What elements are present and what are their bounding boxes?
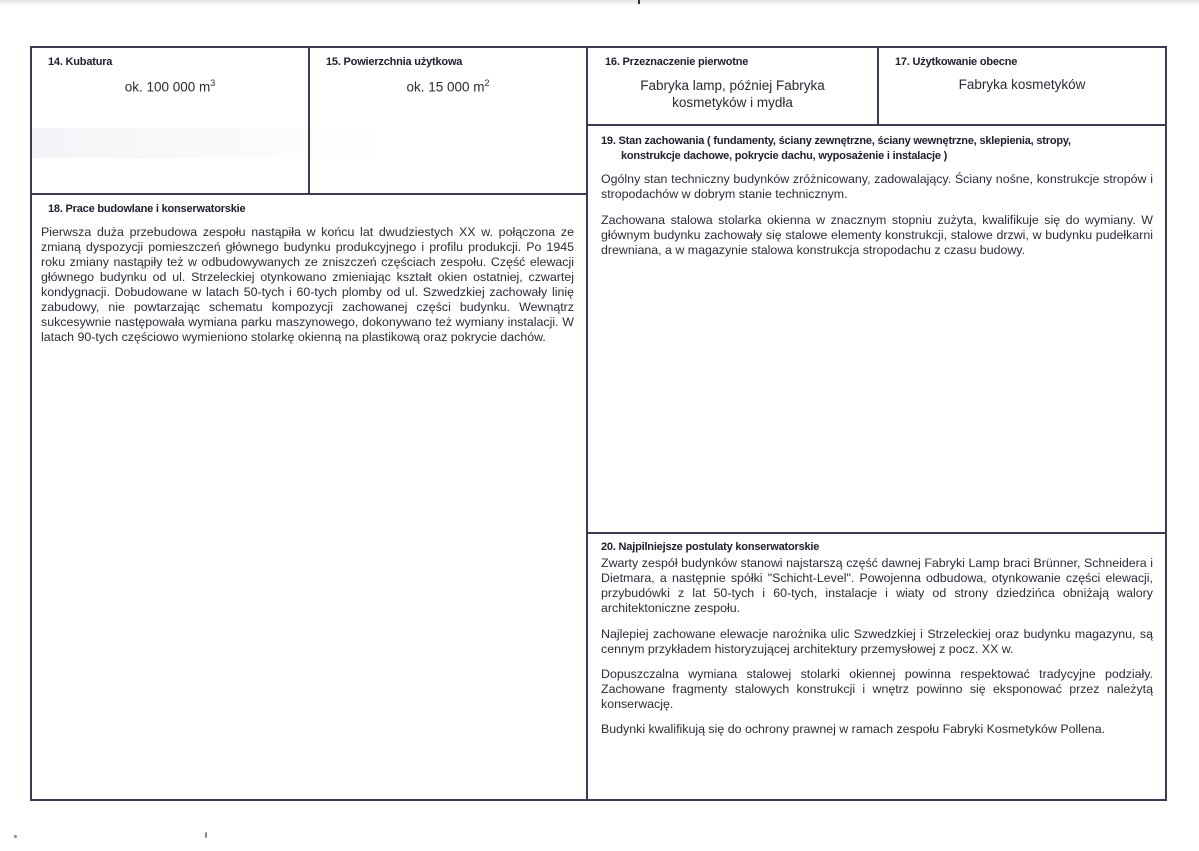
field-20-paragraph-4: Budynki kwalifikują się do ochrony prawnej w ramach zespołu Fabryki Kosmetyków Pollena.	[601, 722, 1106, 736]
grid-middle-line	[586, 46, 588, 801]
field-17-title: 17. Użytkowanie obecne	[895, 56, 1018, 68]
grid-bottom-line	[30, 799, 1167, 801]
field-15-title: 15. Powierzchnia użytkowa	[326, 56, 463, 68]
field-18-title: 18. Prace budowlane i konserwatorskie	[48, 203, 246, 215]
field-14-title: 14. Kubatura	[48, 56, 113, 68]
field-15-value	[310, 78, 586, 95]
field-14-value-exponent: 3	[210, 78, 216, 88]
field-20-paragraph-1: Zwarty zespół budynków stanowi najstarszą część dawnej Fabryki Lamp braci Brünner, Schneidera i Dietmara, a następnie spółki "Schicht-Level". Powojenna odbudowa, otynkowanie części elewacji, przybudówki z lat 50-tych i 60-tych, instalacje i wiaty od strony dziedzińca obniżają walory architektoniczne zespołu.	[601, 556, 1153, 615]
field-16-title: 16. Przeznaczenie pierwotne	[605, 56, 749, 68]
field-14-value-text: ok. 100 000 m	[124, 79, 211, 95]
field-19-paragraph-2: Zachowana stalowa stolarka okienna w znacznym stopniu zużyta, kwalifikuje się do wymiany. W głównym budynku zachowały się stalowe elementy konstrukcji, stalowe drzwi, w budynku pudełkarni drewniana, a w magazynie stalowa konstrukcja stropodachu z czasu budowy.	[601, 213, 1153, 257]
grid-top-line	[30, 46, 1167, 48]
scan-edge	[0, 0, 1199, 6]
grid-right-line	[1165, 46, 1167, 801]
field-18-text: Pierwsza duża przebudowa zespołu nastąpiła w końcu lat dwudziestych XX w. połączona ze zmianą dyspozycji pomieszczeń głównego budynku produkcyjnego i profilu produkcji. Po 1945 roku zmiany nastąpiły też w odbudowywanych ze zniszczeń częściach zespołu. Część elewacji głównego budynku od ul. Strzeleckiej otynkowano zmieniając kształt okien ostatniej, czwartej kondygnacji. Dobudowane w latach 50-tych i 60-tych plomby od ul. Szwedzkiej zachowały linię zabudowy, nie powtarzając schematu kompozycji zachowanej części budynku. Wewnątrz sukcesywnie następowała wymiana parku maszynowego, dokonywano też wymiany instalacji. W latach 90-tych częściowo wymieniono stolarkę okienną na plastikową oraz pokrycie dachów.	[41, 225, 574, 344]
grid-line-f20-top	[587, 532, 1167, 534]
scan-speck	[205, 832, 207, 838]
field-19-title-line1: 19. Stan zachowania ( fundamenty, ściany zewnętrzne, ściany wewnętrzne, sklepienia, stropy,	[601, 135, 1071, 147]
field-19-title-line2: konstrukcje dachowe, pokrycie dachu, wyposażenie i instalacje )	[621, 150, 948, 162]
scan-smudge	[30, 128, 390, 158]
field-20-paragraph-2: Najlepiej zachowane elewacje narożnika ulic Szwedzkiej i Strzeleckiej oraz budynku magazynu, są cennym przykładem historyzującej architektury przemysłowej z pocz. XX w.	[601, 627, 1153, 656]
scan-speck	[14, 835, 17, 838]
field-19-paragraph-1: Ogólny stan techniczny budynków zróżnicowany, zadowalający. Ściany nośne, konstrukcje stropów i stropodachów w dobrym stanie technicznym.	[601, 172, 1153, 201]
field-16-value-line2: kosmetyków i mydła	[672, 95, 793, 110]
field-16-value	[588, 77, 877, 111]
grid-line-14-15	[308, 46, 310, 195]
field-19-title	[601, 134, 1071, 164]
field-20-paragraph-3: Dopuszczalna wymiana stalowej stolarki okiennej powinna respektować tradycyjne podziały. Zachowane fragmenty stalowych konstrukcji i wnętrz powinno się eksponować przez należytą konserwację.	[601, 667, 1153, 711]
grid-left-line	[30, 46, 32, 801]
field-15-value-exponent: 2	[484, 78, 490, 88]
field-17-value: Fabryka kosmetyków	[958, 77, 1086, 92]
field-20-title: 20. Najpilniejsze postulaty konserwatorskie	[601, 541, 820, 553]
scan-tick	[638, 0, 640, 4]
field-16-value-line1: Fabryka lamp, później Fabryka	[640, 78, 825, 93]
field-14-value	[32, 78, 308, 95]
field-15-value-text: ok. 15 000 m	[406, 79, 485, 95]
